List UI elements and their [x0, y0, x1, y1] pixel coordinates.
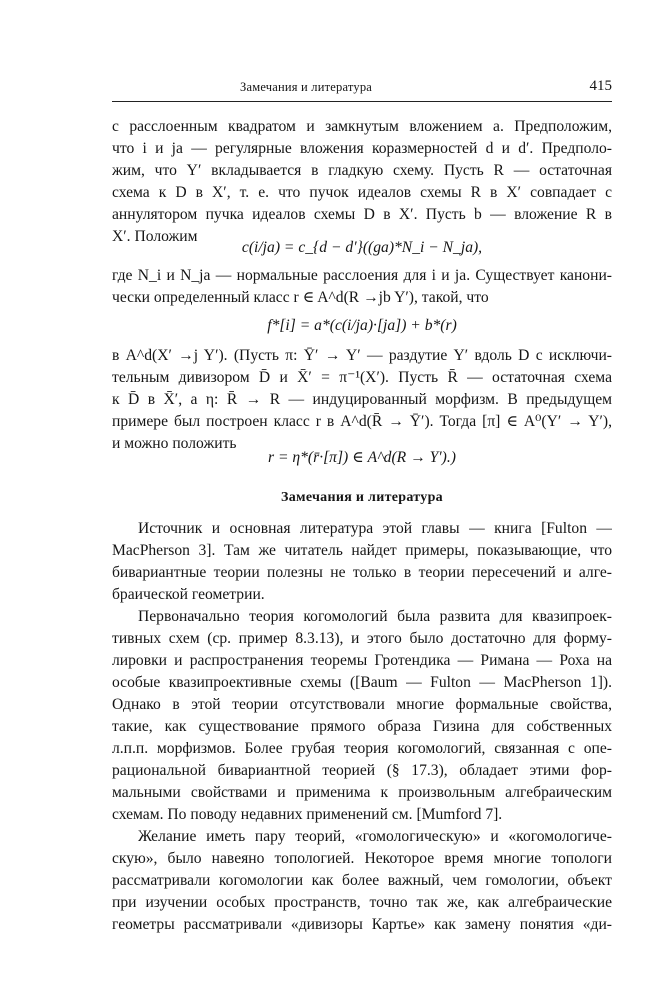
section-paragraph-2 — [112, 606, 612, 826]
header-rule — [112, 101, 612, 102]
equation-1-block — [112, 237, 612, 259]
body-line: тивных схем (ср. пример 8.3.13), и этого было достаточно для форму- — [112, 630, 612, 647]
equation-2: f*[i] = a*(c(i/ja)·[ja]) + b*(r) — [267, 317, 457, 334]
body-line: и можно положить — [112, 435, 237, 452]
body-line: рациональной бивариантной теорией (§ 17.3), обладает этими фор- — [112, 762, 612, 779]
body-line: тельным дивизором D̄ и X̄′ = π⁻¹(X′). Пусть R̄ — остаточная схема — [112, 369, 612, 386]
page-header — [112, 78, 612, 100]
body-line: скую», было навеяно топологией. Некоторое время многие топологи — [112, 850, 612, 867]
equation-3-block — [112, 447, 612, 469]
body-line: мальными свойствами и применима к произвольным алгебраическим — [112, 784, 612, 801]
page-number: 415 — [589, 78, 612, 94]
body-line: бивариантные теории полезны не только в теории пересечений и алге- — [112, 564, 612, 581]
body-line: л.п.п. морфизмов. Более грубая теория когомологий, связанная с опе- — [112, 740, 612, 757]
body-line: аннулятором пучка идеалов схемы D в X′. Пусть b — вложение R в — [112, 206, 612, 223]
paragraph-continuation — [112, 116, 612, 248]
body-line: что i и ja — регулярные вложения коразмерностей d и d′. Предполо- — [112, 140, 612, 157]
paragraph-3 — [112, 345, 612, 455]
body-line: MacPherson 3]. Там же читатель найдет примеры, показывающие, что — [112, 542, 612, 559]
body-line: к D̄ в X̄′, а η: R̄ → R — индуцированный морфизм. В предыдущем — [112, 391, 612, 408]
equation-2-block — [112, 315, 612, 337]
body-line: рассматривали когомологии как более важный, чем гомологии, объект — [112, 872, 612, 889]
body-line: где N_i и N_ja — нормальные расслоения для i и ja. Существует канони- — [112, 267, 612, 284]
body-line: геометры рассматривали «дивизоры Картье» как замену понятия «ди- — [112, 916, 612, 933]
body-line: такие, как существование прямого образа Гизина для собственных — [112, 718, 612, 735]
paragraph-2 — [112, 265, 612, 309]
body-line: схемам. По поводу недавних применений см. [Mumford 7]. — [112, 806, 503, 823]
body-line: Желание иметь пару теорий, «гомологическую» и «когомологиче- — [138, 828, 612, 845]
body-line: Первоначально теория когомологий была развита для квазипроек- — [138, 608, 612, 625]
body-line: примере был построен класс r в A^d(R̄ → Ȳ′). Тогда [π] ∈ A⁰(Y′ → Y′), — [112, 413, 612, 430]
body-line: схема к D в X′, т. е. что пучок идеалов схемы R в X′ совпадает с — [112, 184, 612, 201]
body-line: Однако в этой теории отсутствовали многие формальные свойства, — [112, 696, 612, 713]
equation-3: r = η*(r̄·[π]) ∈ A^d(R → Y′).) — [268, 449, 456, 466]
body-line: лировки и распространения теоремы Гротендика — Римана — Роха на — [112, 652, 612, 669]
body-line: особые квазипроективные схемы ([Baum — Fulton — MacPherson 1]). — [112, 674, 612, 691]
body-line: X′. Положим — [112, 228, 198, 245]
body-line: жим, что Y′ вкладывается в гладкую схему. Пусть R — остаточная — [112, 162, 612, 179]
body-line: при изучении особых пространств, точно так же, как алгебраические — [112, 894, 612, 911]
equation-1: c(i/ja) = c_{d − d′}((ga)*N_i − N_ja), — [241, 239, 483, 256]
section-heading: Замечания и литература — [281, 490, 443, 505]
running-title: Замечания и литература — [240, 80, 373, 94]
body-line: в A^d(X′ →j Y′). (Пусть π: Ȳ′ → Y′ — раздутие Y′ вдоль D с исключи- — [112, 347, 612, 364]
section-paragraph-1 — [112, 518, 612, 606]
body-line: с расслоенным квадратом и замкнутым вложением a. Предположим, — [112, 118, 612, 135]
body-line: Источник и основная литература этой главы — книга [Fulton — — [138, 520, 612, 537]
body-line: чески определенный класс r ∈ A^d(R →jb Y′), такой, что — [112, 289, 489, 306]
section-paragraph-3 — [112, 826, 612, 936]
body-line: браической геометрии. — [112, 586, 265, 603]
